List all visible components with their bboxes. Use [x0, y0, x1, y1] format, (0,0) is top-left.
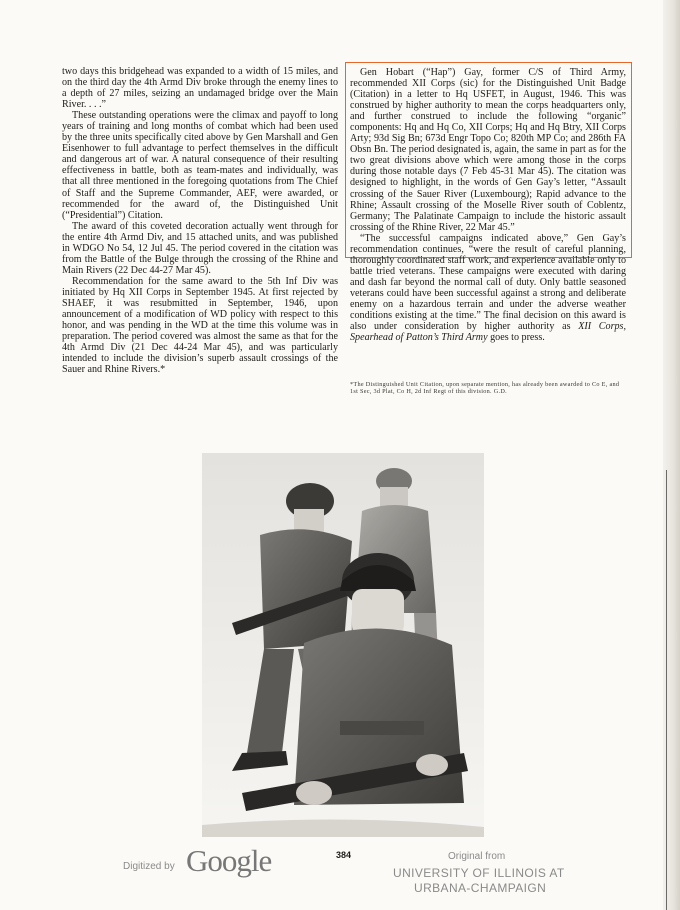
- university-name-line2: URBANA-CHAMPAIGN: [414, 881, 547, 895]
- paragraph: Recommendation for the same award to the 5th Inf Div was initiated by Hq XII Corps in September 1945. At first rejected by SHAEF, it was resubmitted in September, 1946, upon announcement of a modification of WD policy with respect to this honor, and was pending in the WD at the time this volume was in preparation. The period covered was almost the same as that for the 4th Armd Div (21 Dec 44-24 Mar 45), and was particularly intended to include the division’s superb assault crossings of the Sauer and Rhine Rivers.*: [62, 275, 338, 376]
- paragraph: These outstanding operations were the climax and payoff to long years of training and long months of combat which had been used by the three units specifically cited above by Gen Marshall and Gen Eisenhower to full advantage to perfect themselves in the difficult and dangerous art of war. A natural consequence of their resulting effectiveness in battle, both as team-mates and individually, was that all three mentioned in the foregoing quotations from The Chief of Staff and the Supreme Commander, AEF, were awarded, or recommended for the award of, the Distinguished Unit (“Presidential”) Citation.: [62, 110, 338, 221]
- left-text-column: [62, 66, 338, 375]
- google-logo: Google: [186, 843, 272, 878]
- paragraph-text: goes to press.: [487, 332, 545, 344]
- soldiers-drawing: [202, 453, 484, 837]
- right-text-column: [350, 67, 626, 343]
- paragraph: [350, 233, 626, 343]
- book-title: XII Corps, Spearhead of Patton’s Third Army: [350, 321, 626, 344]
- paragraph-text: “The successful campaigns indicated above,” Gen Gay’s recommendation continues, “were the result of careful planning, thoroughly coordinated staff work, and experience available only to battle tried veterans. These campaigns were executed with daring and dash far beyond the normal call of duty. Only battle seasoned veterans could have been successful against a strong and deliberate enemy on a hazardous terrain and under the adverse weather conditions existing at the time.” The final decision on this award is also under consideration by higher authority as: [350, 232, 626, 333]
- highlighted-paragraph: Gen Hobart (“Hap”) Gay, former C/S of Third Army, recommended XII Corps (sic) for the Distinguished Unit Badge (Citation) in a letter to Hq USFET, in August, 1946. This was construed by higher authority to mean the corps headquarters only, and further construed to include the following “organic” components: Hq and Hq Co, XII Corps; Hq and Hq Btry, XII Corps Arty; 93d Sig Bn; 673d Engr Topo Co; 820th MP Co; and 286th FA Obsn Bn. The period designated is, again, the same in part as for the two great divisions above which were among those in the corps during those notable days (7 Feb 45-31 Mar 45). The citation was designed to highlight, in the words of Gen Gay’s letter, “Assault crossing of the Sauer River (Luxembourg); Rapid advance to the Rhine; Assault crossing of the Moselle River south of Coblentz, Germany; The Palatinate Campaign to include the historic assault crossing of the Rhine River, 22 Mar 45.”: [350, 67, 626, 233]
- original-from-label: Original from: [448, 851, 506, 862]
- paragraph: The award of this coveted decoration actually went through for the entire 4th Armd Div, and 15 attached units, and was published in WDGO No 54, 12 Jul 45. The period covered in the citation was from the Battle of the Bulge through the crossing of the Rhine and Main Rivers (22 Dec 44-27 Mar 45).: [62, 220, 338, 276]
- digitized-by-label: Digitized by: [123, 861, 175, 872]
- page-number: 384: [336, 850, 352, 860]
- paragraph: two days this bridgehead was expanded to a width of 15 miles, and on the third day the 4th Armd Div broke through the enemy lines to a depth of 27 miles, seizing an undamaged bridge over the Main River. . . .”: [62, 66, 338, 111]
- soldiers-illustration: [202, 453, 484, 837]
- university-name-line1: UNIVERSITY OF ILLINOIS AT: [393, 866, 565, 880]
- footnote: *The Distinguished Unit Citation, upon separate mention, has already been awarded to Co E, and 1st Sec, 3d Plat, Co H, 2d Inf Regt of this division. G.D.: [350, 381, 620, 396]
- page-binding-line: [666, 470, 667, 910]
